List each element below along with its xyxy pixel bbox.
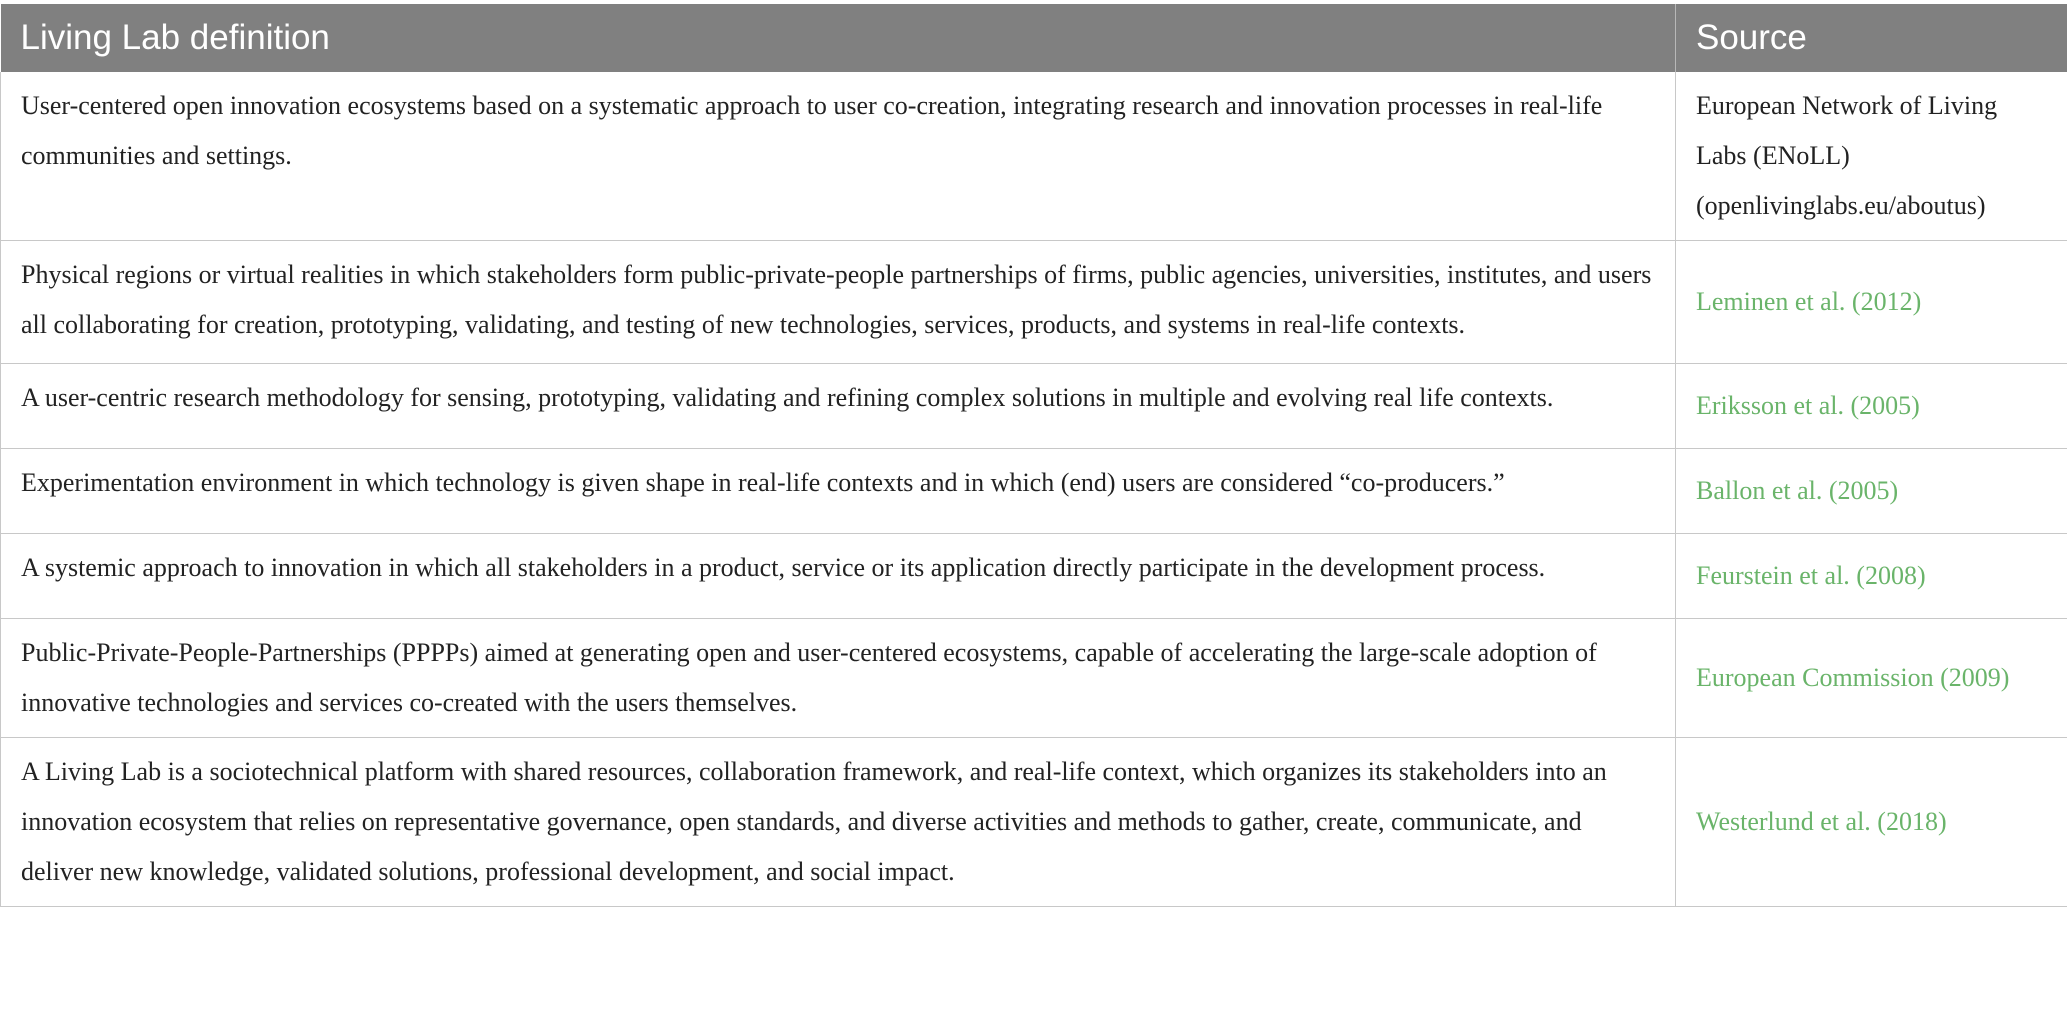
source-link[interactable]: Eriksson et al. (2005) — [1676, 364, 2067, 449]
table-header-row — [1, 4, 2067, 72]
table-row — [1, 241, 2067, 364]
definition-cell: A user-centric research methodology for sensing, prototyping, validating and refining complex solutions in multiple and evolving real life contexts. — [1, 364, 1676, 449]
source-link[interactable]: Feurstein et al. (2008) — [1676, 534, 2067, 619]
source-link[interactable]: Leminen et al. (2012) — [1676, 241, 2067, 364]
living-lab-definitions-table — [0, 4, 2067, 907]
definition-cell: User-centered open innovation ecosystems based on a systematic approach to user co-creation, integrating research and innovation processes in real-life communities and settings. — [1, 72, 1676, 241]
source-link[interactable]: Westerlund et al. (2018) — [1676, 738, 2067, 907]
table-row — [1, 449, 2067, 534]
table-row — [1, 738, 2067, 907]
definition-cell: Public-Private-People-Partnerships (PPPPs) aimed at generating open and user-centered ecosystems, capable of accelerating the large-scale adoption of innovative technologies and services co-created with the users themselves. — [1, 619, 1676, 738]
table-row — [1, 72, 2067, 241]
definition-cell: A Living Lab is a sociotechnical platform with shared resources, collaboration framework, and real-life context, which organizes its stakeholders into an innovation ecosystem that relies on representative governance, open standards, and diverse activities and methods to gather, create, communicate, and deliver new knowledge, validated solutions, professional development, and social impact. — [1, 738, 1676, 907]
living-lab-definitions-table-container — [0, 4, 2067, 907]
definition-cell: A systemic approach to innovation in which all stakeholders in a product, service or its application directly participate in the development process. — [1, 534, 1676, 619]
table-row — [1, 534, 2067, 619]
definition-cell: Experimentation environment in which technology is given shape in real-life contexts and in which (end) users are considered “co-producers.” — [1, 449, 1676, 534]
source-link[interactable]: European Commission (2009) — [1676, 619, 2067, 738]
table-row — [1, 619, 2067, 738]
table-row — [1, 364, 2067, 449]
column-header-definition: Living Lab definition — [1, 4, 1676, 72]
column-header-source: Source — [1676, 4, 2067, 72]
source-link[interactable]: Ballon et al. (2005) — [1676, 449, 2067, 534]
source-cell: European Network of Living Labs (ENoLL) (openlivinglabs.eu/aboutus) — [1676, 72, 2067, 241]
definition-cell: Physical regions or virtual realities in which stakeholders form public-private-people partnerships of firms, public agencies, universities, institutes, and users all collaborating for creation, prototyping, validating, and testing of new technologies, services, products, and systems in real-life contexts. — [1, 241, 1676, 364]
